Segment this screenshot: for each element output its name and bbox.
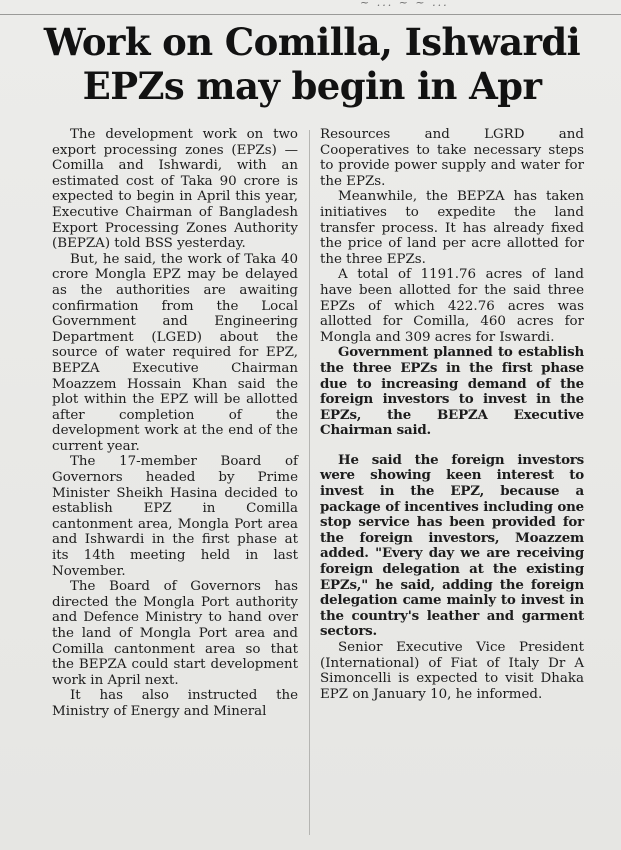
paragraph-bold: He said the foreign investors were showing keen interest to invest in the EPZ, because a package of incentives including one stop service has been provided for the foreign investors, Moazzem added. "Every day we are receiving foreign delegation at the existing EPZs," he said, adding the foreign delegation came mainly to invest in the country's leather and garment sectors. [320,451,584,640]
article-column-left [52,127,298,720]
paragraph-bold: Government planned to establish the three EPZs in the first phase due to increasing demand of the foreign investors to invest in the EPZs, the BEPZA Executive Chairman said. [320,344,584,439]
paragraph: Meanwhile, the BEPZA has taken initiatives to expedite the land transfer process. It has already fixed the price of land per acre allotted for the three EPZs. [320,189,584,267]
paragraph: But, he said, the work of Taka 40 crore Mongla EPZ may be delayed as the authorities are awaiting confirmation from the Local Government and Engineering Department (LGED) about the source of water required for EPZ, BEPZA Executive Chairman Moazzem Hossain Khan said the plot within the EPZ will be allotted after completion of the development work at the end of the current year. [52,251,298,454]
paragraph: The development work on two export processing zones (EPZs) — Comilla and Ishwardi, with an estimated cost of Taka 90 crore is expected to begin in April this year, Executive Chairman of Bangladesh Export Processing Zones Authority (BEPZA) told BSS yesterday. [52,127,298,252]
article-column-right [320,127,584,702]
paragraph: The Board of Governors has directed the Mongla Port authority and Defence Ministry to hand over the land of Mongla Port area and Comilla cantonment area so that the BEPZA could start development work in April next. [52,579,298,688]
paragraph: Senior Executive Vice President (International) of Fiat of Italy Dr A Simoncelli is expected to visit Dhaka EPZ on January 10, he informed. [320,640,584,702]
headline-line-1: Work on Comilla, Ishwardi [43,20,581,64]
paragraph: A total of 1191.76 acres of land have been allotted for the said three EPZs of which 422.76 acres was allotted for Comilla, 460 acres for Mongla and 309 acres for Iswardi. [320,267,584,345]
cropped-edge-text: ~ ... ~ ~ ... [360,0,449,8]
paragraph: Resources and LGRD and Cooperatives to take necessary steps to provide power supply and water for the EPZs. [320,127,584,189]
paragraph: The 17-member Board of Governors headed by Prime Minister Sheikh Hasina decided to establish EPZ in Comilla cantonment area, Mongla Port area and Ishwardi in the first phase at its 14th meeting held in last November. [52,454,298,579]
headline-line-2: EPZs may begin in Apr [82,64,542,108]
paragraph: It has also instructed the Ministry of Energy and Mineral [52,688,298,719]
headline [20,20,604,108]
column-divider [309,130,310,835]
